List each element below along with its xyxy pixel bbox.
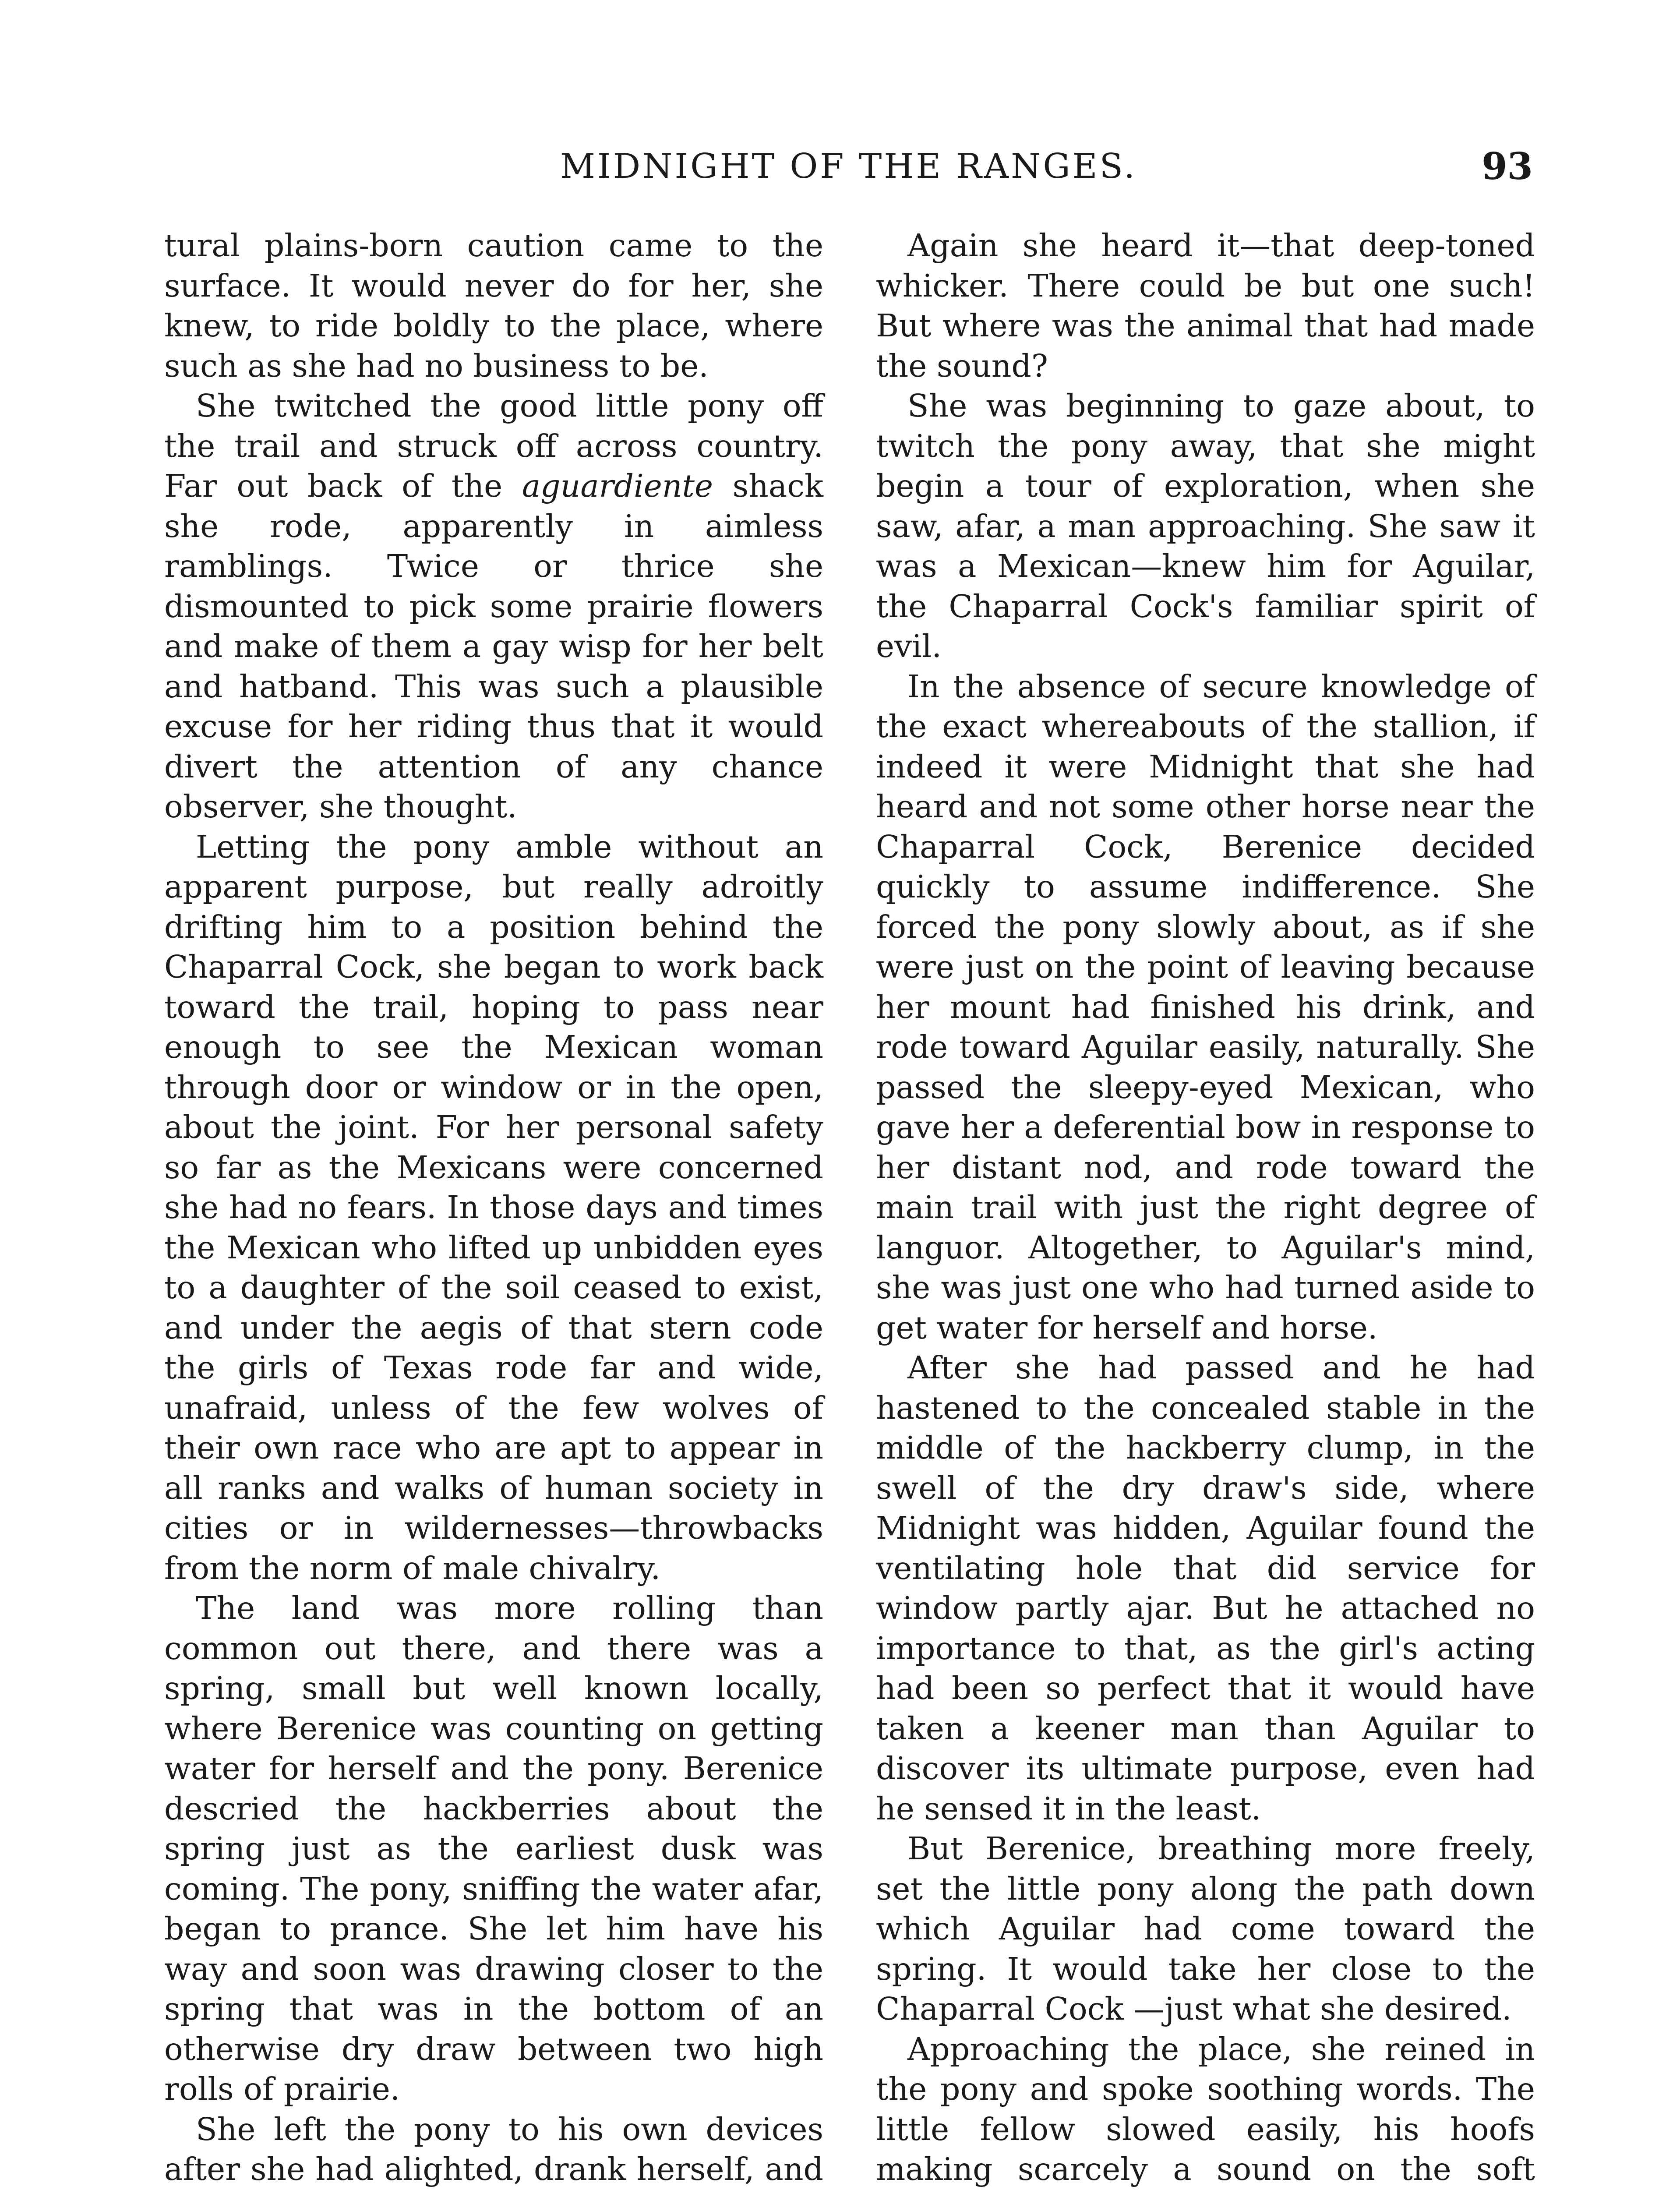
paragraph: Again she heard it—that deep-toned whicker. There could be but one such! But where was the animal that had made the sound? xyxy=(876,227,1535,384)
page-number: 93 xyxy=(1482,145,1533,188)
paragraph: Letting the pony amble without an apparent purpose, but really adroitly drifting him to a position behind the Chaparral Cock, she began to work back toward the trail, hoping to pass near enough to see the Mexican woman through door or window or in the open, about the joint. For her personal safety so far as the Mexicans were concerned she had no fears. In those days and times the Mexican who lifted up unbidden eyes to a daughter of the soil ceased to exist, and under the aegis of that stern code the girls of Texas rode far and wide, unafraid, unless of the few wolves of their own race who are apt to appear in all ranks and walks of human society in cities or in wildernesses—throwbacks from the norm of male chivalry. xyxy=(164,828,823,1586)
running-header xyxy=(164,145,1533,197)
paragraph: She left the pony to his own devices after she had alighted, drank herself, and xyxy=(164,2111,823,2187)
running-title: MIDNIGHT OF THE RANGES. xyxy=(560,147,1137,186)
paragraph: In the absence of secure knowledge of the exact whereabouts of the stallion, if indeed it were Midnight that she had heard and not some other horse near the Chaparral Cock, Berenice decided quickly to assume indifference. She forced the pony slowly about, as if she were just on the point of leaving because her mount had finished his drink, and rode toward Aguilar easily, naturally. She passed the sleepy-eyed Mexican, who gave her a deferential bow in response to her distant nod, and rode toward the main trail with just the right degree of languor. Altogether, to Aguilar's mind, she was just one who had turned aside to get water for herself and horse. xyxy=(876,668,1535,1346)
paragraph: But Berenice, breathing more freely, set the little pony along the path down which Aguilar had come toward the spring. It would take her close to the Chaparral Cock —just what she desired. xyxy=(876,1830,1535,2027)
paragraph: tural plains-born caution came to the surface. It would never do for her, she knew, to ride boldly to the place, where such as she had no business to be. xyxy=(164,227,823,384)
paragraph: Approaching the place, she reined in the pony and spoke soothing words. The little fellow slowed easily, his hoofs making scarcely a sound on the soft xyxy=(876,2031,1535,2187)
paragraph-text: shack she rode, apparently in aimless ramblings. Twice or thrice she dismounted to pick some prairie flowers and make of them a gay wisp for her belt and hatband. This was such a plausible excuse for her riding thus that it would divert the attention of any chance observer, she thought. xyxy=(164,468,823,825)
paragraph: She was beginning to gaze about, to twitch the pony away, that she might begin a tour of exploration, when she saw, afar, a man approaching. She saw it was a Mexican—knew him for Aguilar, the Chaparral Cock's familiar spirit of evil. xyxy=(876,388,1535,664)
paragraph: After she had passed and he had hastened to the concealed stable in the middle of the hackberry clump, in the swell of the dry draw's side, where Midnight was hidden, Aguilar found the ventilating hole that did service for window partly ajar. But he attached no importance to that, as the girl's acting had been so perfect that it would have taken a keener man than Aguilar to discover its ultimate purpose, even had he sensed it in the least. xyxy=(876,1349,1535,1827)
right-column xyxy=(876,226,1535,2190)
paragraph xyxy=(164,386,823,827)
paragraph-text: She twitched the good little pony off the trail and struck off across country. Far out back of the xyxy=(164,388,823,504)
italic-word: aguardiente xyxy=(522,468,713,504)
paragraph: The land was more rolling than common out there, and there was a spring, small but well known locally, where Berenice was counting on getting water for herself and the pony. Berenice descried the hackberries about the spring just as the earliest dusk was coming. The pony, sniffing the water afar, began to prance. She let him have his way and soon was drawing closer to the spring that was in the bottom of an otherwise dry draw between two high rolls of prairie. xyxy=(164,1590,823,2107)
left-column xyxy=(164,226,823,2190)
